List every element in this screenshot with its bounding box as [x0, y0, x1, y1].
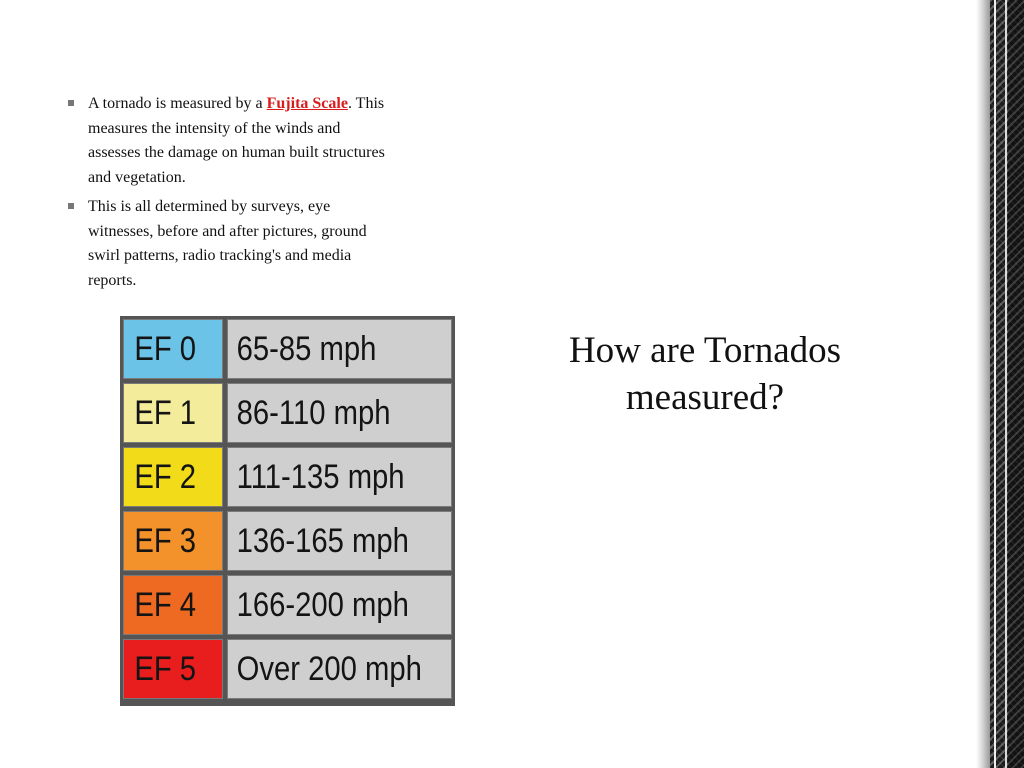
bullet-text-before: A tornado is measured by a — [88, 95, 267, 112]
decorative-border-shade — [1008, 0, 1024, 768]
ef-level-cell — [123, 319, 223, 379]
slide-edge-shadow — [976, 0, 990, 768]
ef-speed-label: 166-200 mph — [236, 586, 409, 624]
ef-row — [123, 383, 452, 445]
ef-speed-cell — [227, 639, 452, 699]
ef-speed-cell — [227, 319, 452, 379]
ef-level-cell — [123, 511, 223, 571]
decorative-border-line — [994, 0, 996, 768]
ef-level-cell — [123, 383, 223, 443]
ef-level-cell — [123, 639, 223, 699]
bullet-text: This is all determined by surveys, eye witnesses, before and after pictures, ground swirl patterns, radio tracking's and media reports. — [88, 198, 367, 289]
square-bullet-icon — [68, 203, 74, 209]
ef-level-cell — [123, 447, 223, 507]
ef-scale-table — [120, 316, 455, 706]
ef-row — [123, 511, 452, 573]
ef-level-label: EF 1 — [134, 394, 197, 432]
decorative-border-line — [1005, 0, 1007, 768]
bullet-text-after: . This measures the intensity of the winds and assesses the damage on human built structures and vegetation. — [88, 95, 385, 186]
ef-speed-cell — [227, 575, 452, 635]
ef-row — [123, 639, 452, 701]
ef-speed-cell — [227, 383, 452, 443]
bullet-item-surveys — [66, 195, 396, 293]
ef-speed-cell — [227, 511, 452, 571]
ef-level-label: EF 3 — [134, 522, 197, 560]
ef-level-label: EF 4 — [134, 586, 197, 624]
fujita-scale-link[interactable]: Fujita Scale — [266, 95, 348, 112]
ef-speed-cell — [227, 447, 452, 507]
ef-speed-label: 136-165 mph — [236, 522, 409, 560]
ef-level-cell — [123, 575, 223, 635]
bullet-item-fujita — [66, 92, 396, 190]
square-bullet-icon — [68, 100, 74, 106]
ef-speed-label: Over 200 mph — [236, 650, 422, 688]
slide-title: How are Tornados measured? — [568, 330, 842, 418]
ef-row — [123, 447, 452, 509]
ef-speed-label: 86-110 mph — [236, 394, 391, 432]
ef-speed-label: 111-135 mph — [236, 458, 405, 496]
ef-level-label: EF 0 — [134, 330, 197, 368]
ef-row — [123, 319, 452, 381]
bullet-list — [66, 92, 396, 298]
ef-level-label: EF 5 — [134, 650, 197, 688]
ef-level-label: EF 2 — [134, 458, 197, 496]
ef-row — [123, 575, 452, 637]
ef-speed-label: 65-85 mph — [236, 330, 377, 368]
